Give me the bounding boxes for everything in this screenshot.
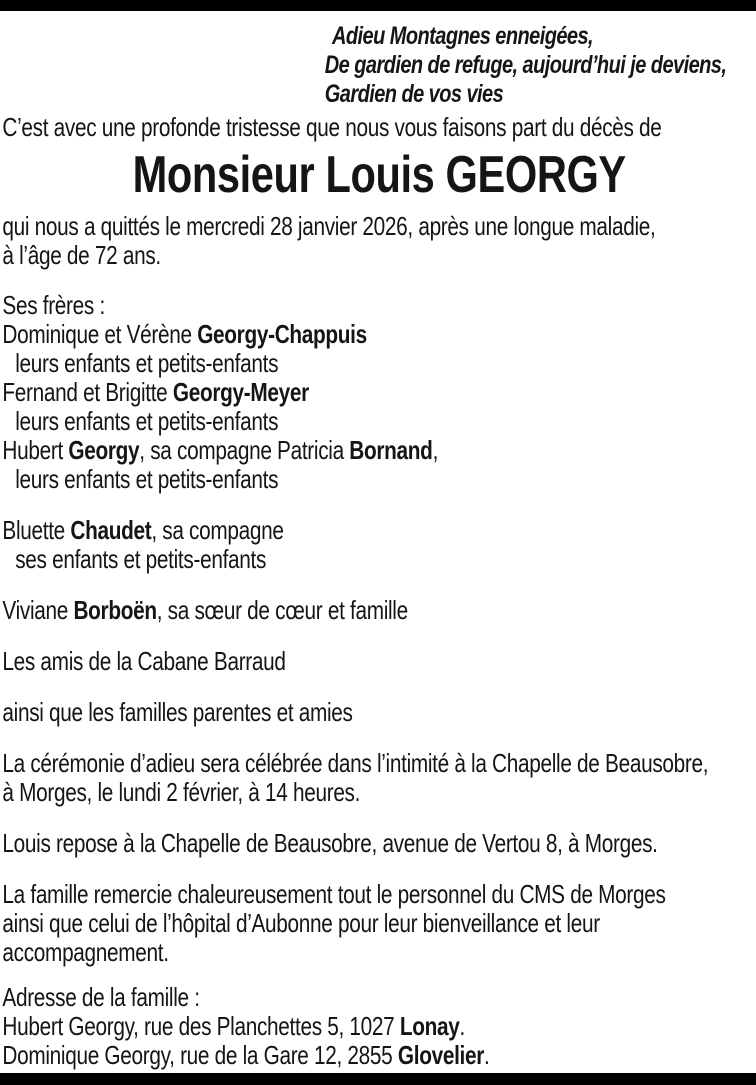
address-contact [2, 1041, 756, 1070]
entry-surname: Georgy [68, 435, 140, 465]
entry-text: , [432, 435, 439, 465]
ceremony-section [2, 749, 756, 807]
families-line: ainsi que les familles parentes et amies [2, 697, 353, 727]
entry-text: , sa compagne Patricia [139, 435, 350, 465]
death-notice-line: qui nous a quittés le mercredi 28 janvier 2026, après une longue maladie, [2, 211, 656, 241]
family-heading: Ses frères : [2, 290, 105, 320]
family-entry-names [2, 378, 756, 407]
entry-surname: Georgy-Meyer [172, 377, 309, 407]
friends-line-block [2, 647, 756, 676]
companion-descendants: ses enfants et petits-enfants [15, 544, 267, 574]
companion-names [2, 516, 756, 545]
death-notice [2, 212, 756, 270]
announcement-intro-line: C’est avec une profonde tristesse que nous vous faisons part du décès de [2, 112, 662, 142]
repose-line-block [2, 829, 756, 858]
family-entry-names [2, 436, 756, 465]
entry-text: . [484, 1040, 490, 1070]
entry-text: Dominique Georgy, rue de la Gare 12, 2855 [2, 1040, 398, 1070]
address-place: Lonay [399, 1011, 460, 1041]
bottom-border-bar [0, 1073, 756, 1085]
family-section [2, 291, 756, 494]
entry-text: Viviane [2, 595, 74, 625]
entry-text: Hubert Georgy, rue des Planchettes 5, 1027 [2, 1011, 400, 1041]
memorial-verse [325, 22, 756, 109]
entry-text: , sa compagne [151, 515, 284, 545]
entry-surname: Chaudet [70, 515, 152, 545]
deceased-name: Monsieur Louis GEORGY [132, 146, 626, 204]
death-notice-line: à l’âge de 72 ans. [2, 240, 161, 270]
companion-section [2, 516, 756, 574]
entry-surname: Borboën [73, 595, 157, 625]
family-entry-names [2, 320, 756, 349]
friends-line: Les amis de la Cabane Barraud [2, 646, 286, 676]
address-place: Glovelier [397, 1040, 485, 1070]
entry-text: . [459, 1011, 466, 1041]
sister-line-block [2, 596, 756, 625]
thanks-section [2, 880, 756, 967]
thanks-line: ainsi que celui de l’hôpital d’Aubonne pour leur bienveillance et leur [2, 908, 600, 938]
memorial-verse-line: Adieu Montagnes enneigées, [332, 22, 594, 50]
entry-text: Bluette [2, 515, 71, 545]
families-line-block [2, 698, 756, 727]
address-heading: Adresse de la famille : [2, 982, 200, 1012]
family-address-section [2, 983, 756, 1070]
entry-text: , sa sœur de cœur et famille [156, 595, 408, 625]
repose-line: Louis repose à la Chapelle de Beausobre, avenue de Vertou 8, à Morges. [2, 828, 658, 858]
entry-text: Fernand et Brigitte [2, 377, 173, 407]
thanks-line: accompagnement. [2, 937, 169, 967]
announcement-intro [2, 113, 756, 142]
entry-text: Dominique et Vérène [2, 319, 198, 349]
entry-surname: Bornand [349, 435, 433, 465]
entry-text: Hubert [2, 435, 69, 465]
sister-line [2, 596, 756, 625]
family-entry-descendants: leurs enfants et petits-enfants [15, 348, 279, 378]
family-entry-descendants: leurs enfants et petits-enfants [15, 406, 279, 436]
memorial-verse-line: Gardien de vos vies [324, 80, 504, 108]
ceremony-line: La cérémonie d’adieu sera célébrée dans l’intimité à la Chapelle de Beausobre, [2, 748, 709, 778]
entry-surname: Georgy-Chappuis [197, 319, 367, 349]
memorial-verse-line: De gardien de refuge, aujourd’hui je deviens, [324, 51, 727, 79]
ceremony-line: à Morges, le lundi 2 février, à 14 heures. [2, 777, 361, 807]
address-contact [2, 1012, 756, 1041]
thanks-line: La famille remercie chaleureusement tout le personnel du CMS de Morges [2, 879, 666, 909]
family-entry-descendants: leurs enfants et petits-enfants [15, 464, 279, 494]
